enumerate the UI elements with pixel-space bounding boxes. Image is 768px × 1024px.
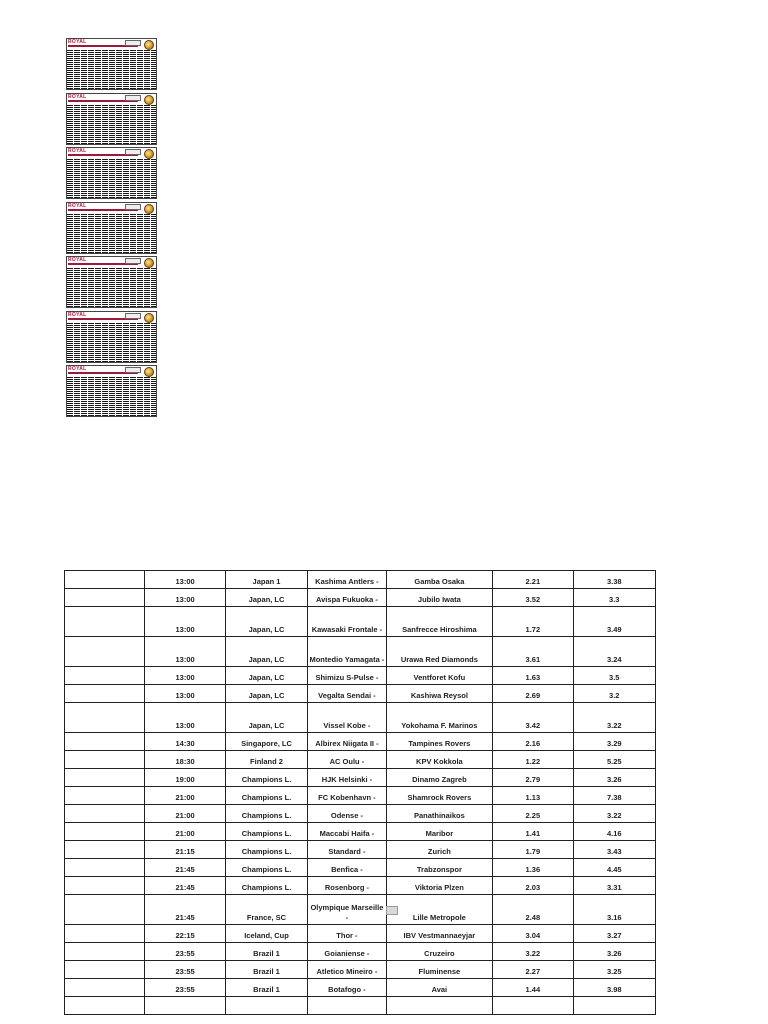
brand-logo-icon xyxy=(144,40,154,50)
league-name: Champions L. xyxy=(225,823,307,841)
page-thumbnail[interactable] xyxy=(66,38,157,90)
page-thumbnail[interactable] xyxy=(66,256,157,308)
league-name: Brazil 1 xyxy=(225,961,307,979)
home-team: Standard - xyxy=(308,841,386,859)
thumbnail-table-grid xyxy=(67,159,156,198)
odds-value-2: 3.26 xyxy=(573,769,655,787)
home-team xyxy=(308,997,386,1015)
odds-value-1: 1.41 xyxy=(493,823,573,841)
league-name: France, SC xyxy=(225,895,307,925)
brand-logo-icon xyxy=(144,95,154,105)
blank-cell xyxy=(65,589,145,607)
away-team: KPV Kokkola xyxy=(386,751,493,769)
away-team: Yokohama F. Marinos xyxy=(386,703,493,733)
thumbnail-header xyxy=(67,94,156,104)
odds-value-1: 1.63 xyxy=(493,667,573,685)
blank-cell xyxy=(65,841,145,859)
table-row xyxy=(65,685,656,703)
kickoff-time: 21:45 xyxy=(145,877,225,895)
odds-value-2: 3.22 xyxy=(573,805,655,823)
league-name: Finland 2 xyxy=(225,751,307,769)
thumbnail-table-grid xyxy=(67,268,156,307)
home-team: FC Kobenhavn - xyxy=(308,787,386,805)
blank-cell xyxy=(65,943,145,961)
kickoff-time: 19:00 xyxy=(145,769,225,787)
table-row xyxy=(65,961,656,979)
away-team: Shamrock Rovers xyxy=(386,787,493,805)
odds-value-1: 3.61 xyxy=(493,637,573,667)
kickoff-time: 21:00 xyxy=(145,787,225,805)
brand-logo-icon xyxy=(144,149,154,159)
odds-value-1 xyxy=(493,997,573,1015)
odds-value-2: 7.38 xyxy=(573,787,655,805)
table-row xyxy=(65,997,656,1015)
brand-logo-icon xyxy=(144,367,154,377)
kickoff-time: 13:00 xyxy=(145,589,225,607)
brand-logo-icon xyxy=(144,258,154,268)
table-row xyxy=(65,733,656,751)
league-name: Iceland, Cup xyxy=(225,925,307,943)
thumbnail-header xyxy=(67,148,156,158)
kickoff-time: 23:55 xyxy=(145,979,225,997)
odds-value-2: 4.45 xyxy=(573,859,655,877)
odds-value-1: 2.48 xyxy=(493,895,573,925)
away-team: Dinamo Zagreb xyxy=(386,769,493,787)
home-team: Rosenborg - xyxy=(308,877,386,895)
thumbnail-brand: ROYAL xyxy=(68,257,87,263)
thumbnail-header xyxy=(67,366,156,376)
away-team: Lille Metropole xyxy=(386,895,493,925)
home-team: Kawasaki Frontale - xyxy=(308,607,386,637)
away-team: Jubilo Iwata xyxy=(386,589,493,607)
league-name: Brazil 1 xyxy=(225,943,307,961)
thumbnail-brand: ROYAL xyxy=(68,203,87,209)
blank-cell xyxy=(65,733,145,751)
away-team: Maribor xyxy=(386,823,493,841)
blank-cell xyxy=(65,859,145,877)
away-team: Avai xyxy=(386,979,493,997)
blank-cell xyxy=(65,877,145,895)
thumbnail-date-box xyxy=(125,149,141,155)
thumbnail-table-grid xyxy=(67,214,156,253)
league-name: Champions L. xyxy=(225,841,307,859)
league-name: Japan 1 xyxy=(225,571,307,589)
blank-cell xyxy=(65,667,145,685)
odds-value-1: 1.44 xyxy=(493,979,573,997)
kickoff-time: 13:00 xyxy=(145,637,225,667)
page-thumbnail[interactable] xyxy=(66,93,157,145)
home-team: Odense - xyxy=(308,805,386,823)
kickoff-time: 22:15 xyxy=(145,925,225,943)
odds-value-2: 3.2 xyxy=(573,685,655,703)
odds-value-2: 3.26 xyxy=(573,943,655,961)
odds-value-2: 3.27 xyxy=(573,925,655,943)
kickoff-time xyxy=(145,997,225,1015)
league-name: Japan, LC xyxy=(225,703,307,733)
blank-cell xyxy=(65,805,145,823)
brand-logo-icon xyxy=(144,204,154,214)
thumbnail-header xyxy=(67,39,156,49)
odds-value-1: 2.25 xyxy=(493,805,573,823)
away-team: Fluminense xyxy=(386,961,493,979)
home-team: Olympique Marseille - xyxy=(308,895,386,925)
kickoff-time: 13:00 xyxy=(145,703,225,733)
odds-value-1: 1.36 xyxy=(493,859,573,877)
odds-value-2: 3.16 xyxy=(573,895,655,925)
league-name: Japan, LC xyxy=(225,637,307,667)
kickoff-time: 14:30 xyxy=(145,733,225,751)
odds-value-1: 3.22 xyxy=(493,943,573,961)
kickoff-time: 21:45 xyxy=(145,895,225,925)
blank-cell xyxy=(65,607,145,637)
table-row xyxy=(65,943,656,961)
odds-value-2: 5.25 xyxy=(573,751,655,769)
odds-value-2: 3.43 xyxy=(573,841,655,859)
league-name: Champions L. xyxy=(225,805,307,823)
odds-value-2: 3.98 xyxy=(573,979,655,997)
thumbnail-brand: ROYAL xyxy=(68,148,87,154)
thumbnail-date-box xyxy=(125,258,141,264)
away-team xyxy=(386,997,493,1015)
away-team: IBV Vestmannaeyjar xyxy=(386,925,493,943)
blank-cell xyxy=(65,685,145,703)
blank-cell xyxy=(65,787,145,805)
blank-cell xyxy=(65,997,145,1015)
table-row xyxy=(65,841,656,859)
away-team: Tampines Rovers xyxy=(386,733,493,751)
away-team: Urawa Red Diamonds xyxy=(386,637,493,667)
odds-value-1: 2.79 xyxy=(493,769,573,787)
thumbnail-date-box xyxy=(125,313,141,319)
blank-cell xyxy=(65,769,145,787)
odds-value-1: 2.27 xyxy=(493,961,573,979)
thumbnail-table-grid xyxy=(67,323,156,362)
league-name: Champions L. xyxy=(225,859,307,877)
home-team: Montedio Yamagata - xyxy=(308,637,386,667)
home-team: Botafogo - xyxy=(308,979,386,997)
thumbnail-brand: ROYAL xyxy=(68,312,87,318)
odds-value-2: 3.22 xyxy=(573,703,655,733)
table-row xyxy=(65,925,656,943)
odds-value-2: 3.3 xyxy=(573,589,655,607)
odds-value-1: 1.72 xyxy=(493,607,573,637)
odds-value-2: 3.24 xyxy=(573,637,655,667)
table-row xyxy=(65,589,656,607)
kickoff-time: 23:55 xyxy=(145,961,225,979)
blank-cell xyxy=(65,637,145,667)
league-name xyxy=(225,997,307,1015)
table-row xyxy=(65,667,656,685)
table-row xyxy=(65,859,656,877)
odds-value-2: 3.25 xyxy=(573,961,655,979)
table-row xyxy=(65,751,656,769)
league-name: Champions L. xyxy=(225,769,307,787)
blank-cell xyxy=(65,925,145,943)
odds-value-2 xyxy=(573,997,655,1015)
home-team: Shimizu S-Pulse - xyxy=(308,667,386,685)
blank-cell xyxy=(65,751,145,769)
kickoff-time: 23:55 xyxy=(145,943,225,961)
brand-logo-icon xyxy=(144,313,154,323)
table-row xyxy=(65,637,656,667)
away-team: Zurich xyxy=(386,841,493,859)
home-team: Atletico Mineiro - xyxy=(308,961,386,979)
away-team: Ventforet Kofu xyxy=(386,667,493,685)
odds-value-2: 3.38 xyxy=(573,571,655,589)
odds-value-1: 2.21 xyxy=(493,571,573,589)
home-team: Avispa Fukuoka - xyxy=(308,589,386,607)
page-thumbnail[interactable] xyxy=(66,202,157,254)
kickoff-time: 13:00 xyxy=(145,667,225,685)
thumbnail-date-box xyxy=(125,204,141,210)
table-row xyxy=(65,769,656,787)
blank-cell xyxy=(65,823,145,841)
blank-cell xyxy=(65,571,145,589)
table-row xyxy=(65,823,656,841)
away-team: Cruzeiro xyxy=(386,943,493,961)
table-row xyxy=(65,787,656,805)
away-team: Gamba Osaka xyxy=(386,571,493,589)
odds-value-1: 3.52 xyxy=(493,589,573,607)
home-team: Vissel Kobe - xyxy=(308,703,386,733)
league-name: Japan, LC xyxy=(225,589,307,607)
away-team: Trabzonspor xyxy=(386,859,493,877)
kickoff-time: 18:30 xyxy=(145,751,225,769)
thumbnail-table-grid xyxy=(67,50,156,89)
home-team: Albirex Niigata II - xyxy=(308,733,386,751)
odds-value-1: 1.13 xyxy=(493,787,573,805)
table-row xyxy=(65,703,656,733)
odds-value-2: 3.29 xyxy=(573,733,655,751)
home-team: Vegalta Sendai - xyxy=(308,685,386,703)
thumbnail-header xyxy=(67,257,156,267)
league-name: Singapore, LC xyxy=(225,733,307,751)
away-team: Kashiwa Reysol xyxy=(386,685,493,703)
page-thumbnail[interactable] xyxy=(66,147,157,199)
odds-value-2: 4.16 xyxy=(573,823,655,841)
home-team: Goianiense - xyxy=(308,943,386,961)
thumbnail-date-box xyxy=(125,367,141,373)
odds-value-1: 3.04 xyxy=(493,925,573,943)
odds-value-2: 3.49 xyxy=(573,607,655,637)
league-name: Japan, LC xyxy=(225,667,307,685)
league-name: Brazil 1 xyxy=(225,979,307,997)
thumbnail-date-box xyxy=(125,95,141,101)
away-team: Sanfrecce Hiroshima xyxy=(386,607,493,637)
table-row xyxy=(65,877,656,895)
thumbnail-brand: ROYAL xyxy=(68,39,87,45)
thumbnail-brand: ROYAL xyxy=(68,366,87,372)
thumbnail-header xyxy=(67,203,156,213)
odds-value-1: 3.42 xyxy=(493,703,573,733)
table-row xyxy=(65,895,656,925)
odds-value-1: 2.03 xyxy=(493,877,573,895)
odds-value-1: 2.69 xyxy=(493,685,573,703)
page-thumbnail[interactable] xyxy=(66,365,157,417)
kickoff-time: 13:00 xyxy=(145,685,225,703)
away-team: Viktoria Plzen xyxy=(386,877,493,895)
table-row xyxy=(65,571,656,589)
kickoff-time: 13:00 xyxy=(145,607,225,637)
kickoff-time: 21:00 xyxy=(145,823,225,841)
kickoff-time: 21:15 xyxy=(145,841,225,859)
thumbnail-date-box xyxy=(125,40,141,46)
table-row xyxy=(65,607,656,637)
kickoff-time: 13:00 xyxy=(145,571,225,589)
home-team: HJK Helsinki - xyxy=(308,769,386,787)
thumbnail-table-grid xyxy=(67,377,156,416)
thumbnail-table-grid xyxy=(67,105,156,144)
league-name: Champions L. xyxy=(225,787,307,805)
blank-cell xyxy=(65,961,145,979)
league-name: Champions L. xyxy=(225,877,307,895)
home-team: AC Oulu - xyxy=(308,751,386,769)
kickoff-time: 21:00 xyxy=(145,805,225,823)
odds-value-2: 3.5 xyxy=(573,667,655,685)
comment-marker[interactable] xyxy=(386,906,398,915)
away-team: Panathinaikos xyxy=(386,805,493,823)
home-team: Thor - xyxy=(308,925,386,943)
odds-table xyxy=(64,570,656,1015)
blank-cell xyxy=(65,703,145,733)
kickoff-time: 21:45 xyxy=(145,859,225,877)
odds-value-2: 3.31 xyxy=(573,877,655,895)
thumbnail-header xyxy=(67,312,156,322)
table-row xyxy=(65,979,656,997)
home-team: Benfica - xyxy=(308,859,386,877)
home-team: Kashima Antlers - xyxy=(308,571,386,589)
odds-value-1: 1.79 xyxy=(493,841,573,859)
blank-cell xyxy=(65,979,145,997)
blank-cell xyxy=(65,895,145,925)
home-team: Maccabi Haifa - xyxy=(308,823,386,841)
odds-value-1: 2.16 xyxy=(493,733,573,751)
league-name: Japan, LC xyxy=(225,685,307,703)
odds-value-1: 1.22 xyxy=(493,751,573,769)
table-row xyxy=(65,805,656,823)
thumbnail-brand: ROYAL xyxy=(68,94,87,100)
league-name: Japan, LC xyxy=(225,607,307,637)
page-thumbnail[interactable] xyxy=(66,311,157,363)
